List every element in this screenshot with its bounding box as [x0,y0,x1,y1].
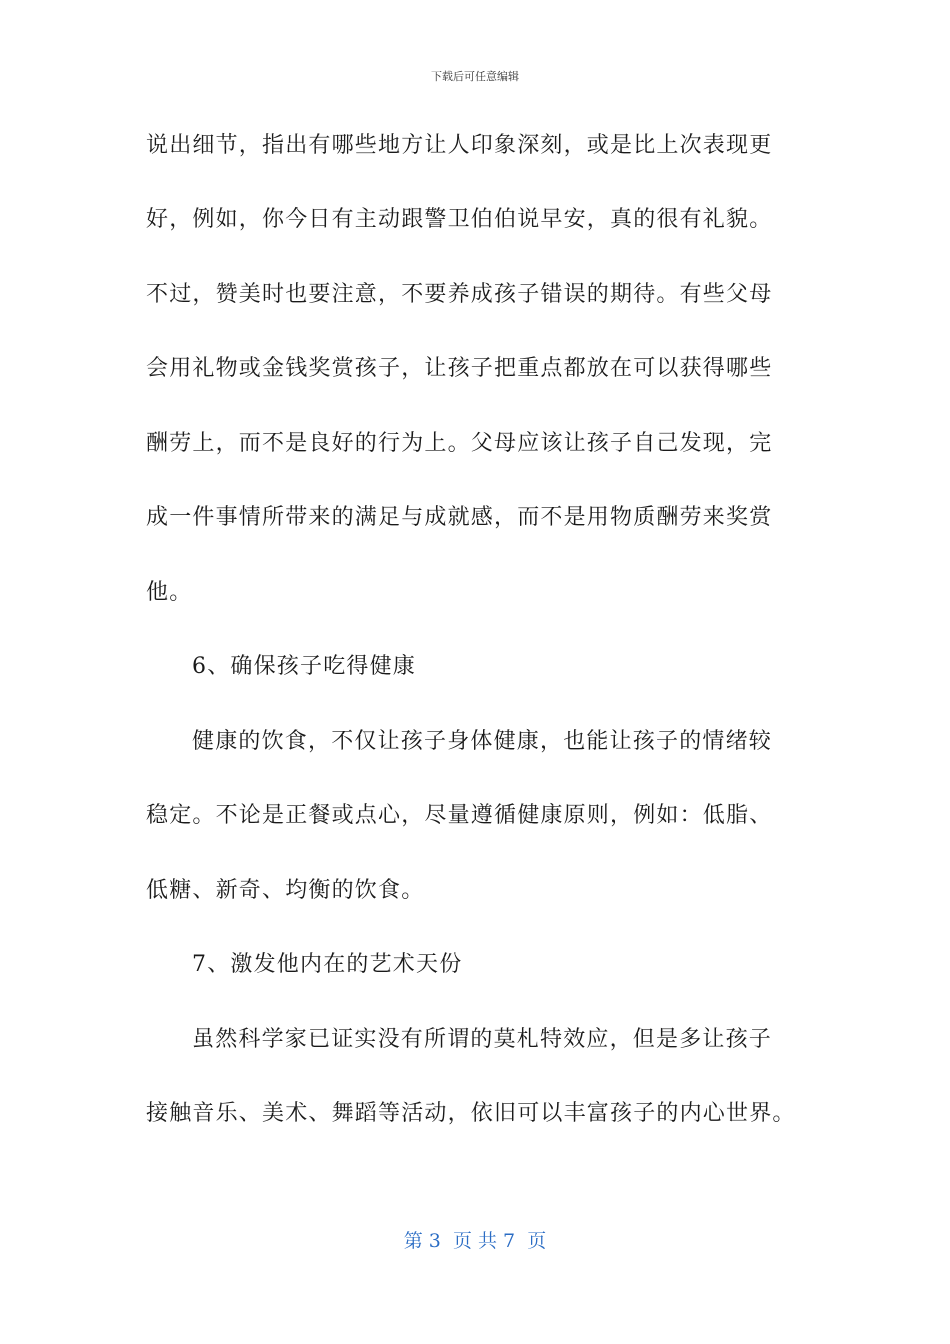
body-line: 成一件事情所带来的满足与成就感，而不是用物质酬劳来奖赏 [146,505,773,530]
page-header-note: 下载后可任意编辑 [431,70,519,83]
body-line: 虽然科学家已证实没有所谓的莫札特效应，但是多让孩子 [192,1027,773,1052]
body-line: 稳定。不论是正餐或点心，尽量遵循健康原则，例如：低脂、 [146,803,773,828]
body-line: 酬劳上，而不是良好的行为上。父母应该让孩子自己发现，完 [146,431,773,456]
body-line: 不过，赞美时也要注意，不要养成孩子错误的期待。有些父母 [146,282,773,307]
section-heading: 6、确保孩子吃得健康 [192,654,416,679]
body-line: 他。 [146,580,193,605]
body-line: 低糖、新奇、均衡的饮食。 [146,878,425,903]
body-line: 说出细节，指出有哪些地方让人印象深刻，或是比上次表现更 [146,133,773,158]
section-heading: 7、激发他内在的艺术天份 [192,952,463,977]
body-line: 会用礼物或金钱奖赏孩子，让孩子把重点都放在可以获得哪些 [146,356,773,381]
page-footer [0,1226,950,1253]
page-number-label: 第 3 页 共 7 页 [403,1230,547,1252]
body-line: 好，例如，你今日有主动跟警卫伯伯说早安，真的很有礼貌。 [146,207,773,232]
body-line: 接触音乐、美术、舞蹈等活动，依旧可以丰富孩子的内心世界。 [146,1101,796,1126]
body-line: 健康的饮食，不仅让孩子身体健康，也能让孩子的情绪较 [192,729,773,754]
